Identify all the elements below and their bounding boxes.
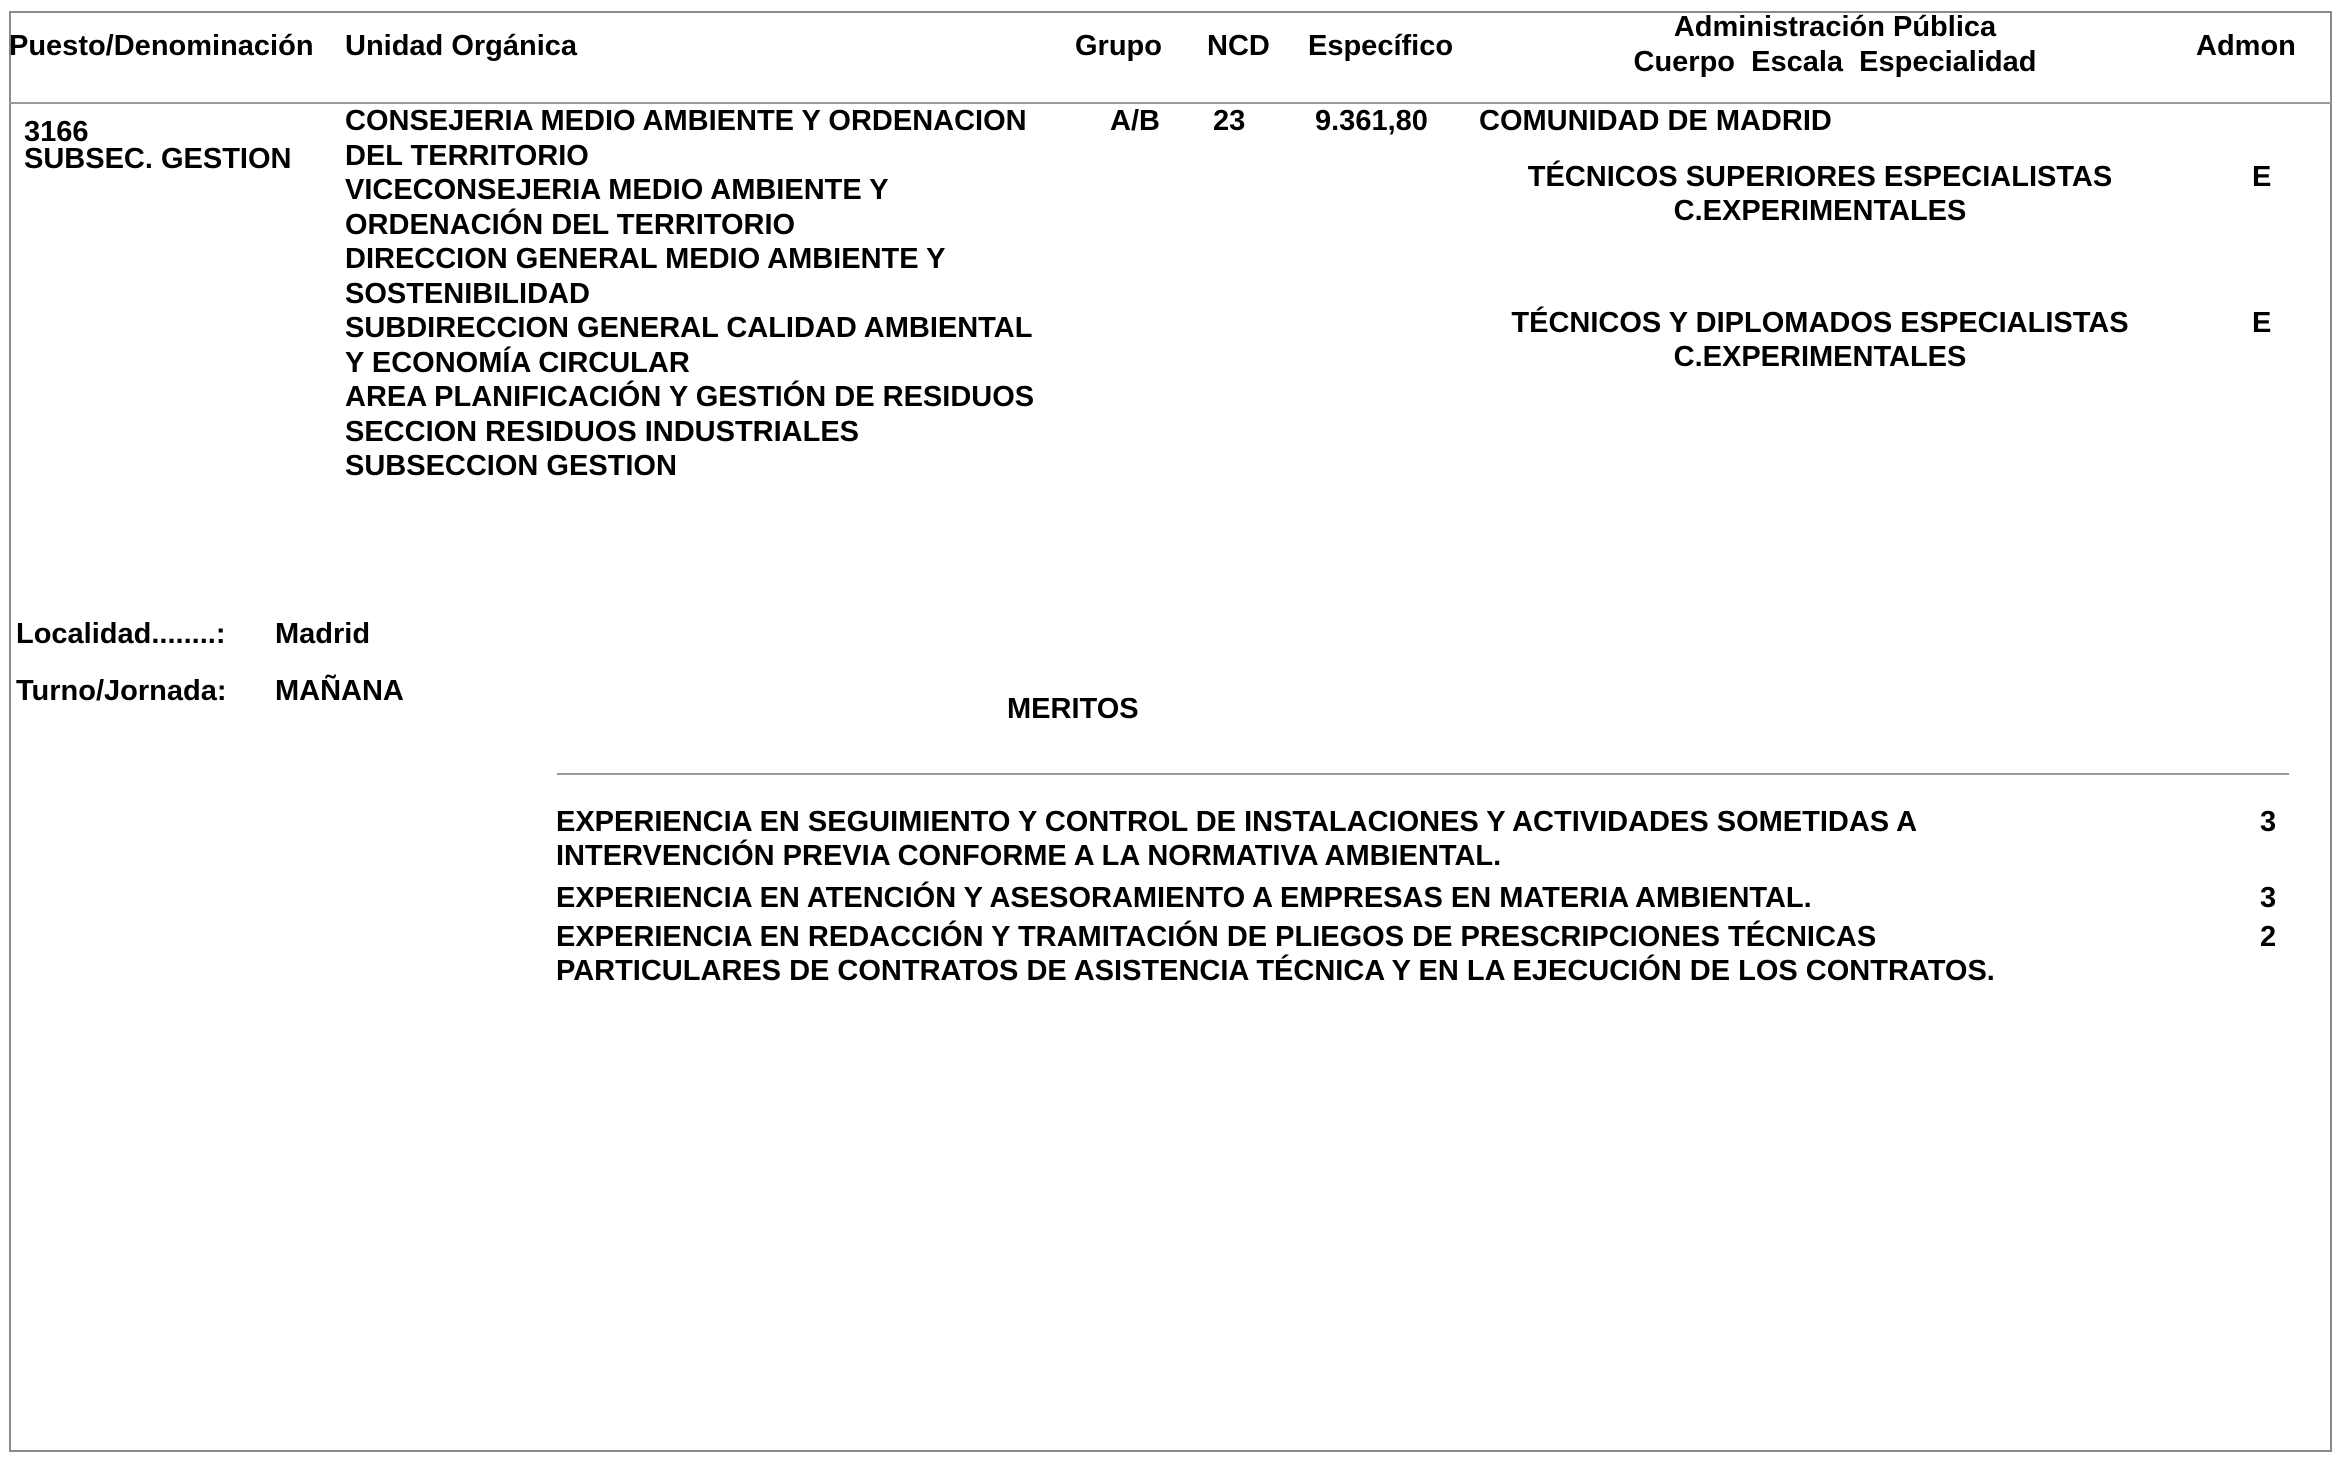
- administracion-value: COMUNIDAD DE MADRID: [1479, 105, 1832, 137]
- unidad-line: Y ECONOMÍA CIRCULAR: [345, 346, 690, 379]
- merito-1-line2: INTERVENCIÓN PREVIA CONFORME A LA NORMATIVA AMBIENTAL.: [556, 840, 1502, 872]
- unidad-line: DIRECCION GENERAL MEDIO AMBIENTE Y: [345, 243, 946, 275]
- unidad-line: SOSTENIBILIDAD: [345, 277, 590, 310]
- unidad-organica: [345, 104, 1034, 484]
- position-code: 3166: [24, 116, 89, 148]
- cuerpo-2-admon: E: [2252, 307, 2272, 339]
- turno-value: MAÑANA: [275, 675, 404, 707]
- merito-2-line1: EXPERIENCIA EN ATENCIÓN Y ASESORAMIENTO A EMPRESAS EN MATERIA AMBIENTAL.: [556, 882, 1812, 914]
- unidad-line: VICECONSEJERIA MEDIO AMBIENTE Y: [345, 174, 889, 206]
- especifico-value: 9.361,80: [1315, 105, 1428, 137]
- cuerpo-2-line1: TÉCNICOS Y DIPLOMADOS ESPECIALISTAS: [1511, 307, 2129, 339]
- header-admin-line1: Administración Pública: [1673, 11, 1997, 43]
- cuerpo-1-line2: C.EXPERIMENTALES: [1673, 195, 1967, 227]
- header-unidad: Unidad Orgánica: [345, 30, 578, 62]
- ncd-value: 23: [1213, 105, 1246, 137]
- merito-2-points: 3: [2260, 882, 2277, 914]
- merito-3-line1: EXPERIENCIA EN REDACCIÓN Y TRAMITACIÓN DE PLIEGOS DE PRESCRIPCIONES TÉCNICAS: [556, 921, 1877, 953]
- grupo-value: A/B: [1110, 105, 1160, 137]
- unidad-line: SUBDIRECCION GENERAL CALIDAD AMBIENTAL: [345, 312, 1033, 344]
- turno-label: Turno/Jornada:: [16, 675, 227, 707]
- merito-1-line1: EXPERIENCIA EN SEGUIMIENTO Y CONTROL DE INSTALACIONES Y ACTIVIDADES SOMETIDAS A: [556, 806, 1918, 838]
- merito-3-line2: PARTICULARES DE CONTRATOS DE ASISTENCIA TÉCNICA Y EN LA EJECUCIÓN DE LOS CONTRATOS.: [556, 955, 1995, 987]
- cuerpo-2-line2: C.EXPERIMENTALES: [1673, 341, 1967, 373]
- cuerpo-1-line1: TÉCNICOS SUPERIORES ESPECIALISTAS: [1527, 161, 2113, 193]
- header-grupo: Grupo: [1075, 30, 1162, 62]
- header-especifico: Específico: [1308, 30, 1454, 62]
- unidad-line: SECCION RESIDUOS INDUSTRIALES: [345, 415, 859, 448]
- localidad-value: Madrid: [275, 618, 371, 650]
- position-name: SUBSEC. GESTION: [24, 143, 292, 175]
- meritos-title: MERITOS: [1007, 693, 1139, 725]
- header-ncd: NCD: [1207, 30, 1270, 62]
- merito-1-points: 3: [2260, 806, 2277, 838]
- meritos-divider: [557, 773, 2289, 775]
- unidad-line: AREA PLANIFICACIÓN Y GESTIÓN DE RESIDUOS: [345, 381, 1035, 413]
- header-admin-line2: Cuerpo Escala Especialidad: [1633, 46, 2037, 78]
- merito-3-points: 2: [2260, 921, 2277, 953]
- unidad-line: CONSEJERIA MEDIO AMBIENTE Y ORDENACION: [345, 105, 1027, 137]
- unidad-line: SUBSECCION GESTION: [345, 450, 677, 482]
- unidad-line: ORDENACIÓN DEL TERRITORIO: [345, 208, 796, 241]
- header-admon: Admon: [2196, 30, 2296, 62]
- cuerpo-1-admon: E: [2252, 161, 2272, 193]
- unidad-line: DEL TERRITORIO: [345, 139, 589, 172]
- header-puesto: Puesto/Denominación: [9, 30, 314, 62]
- localidad-label: Localidad........:: [16, 618, 226, 650]
